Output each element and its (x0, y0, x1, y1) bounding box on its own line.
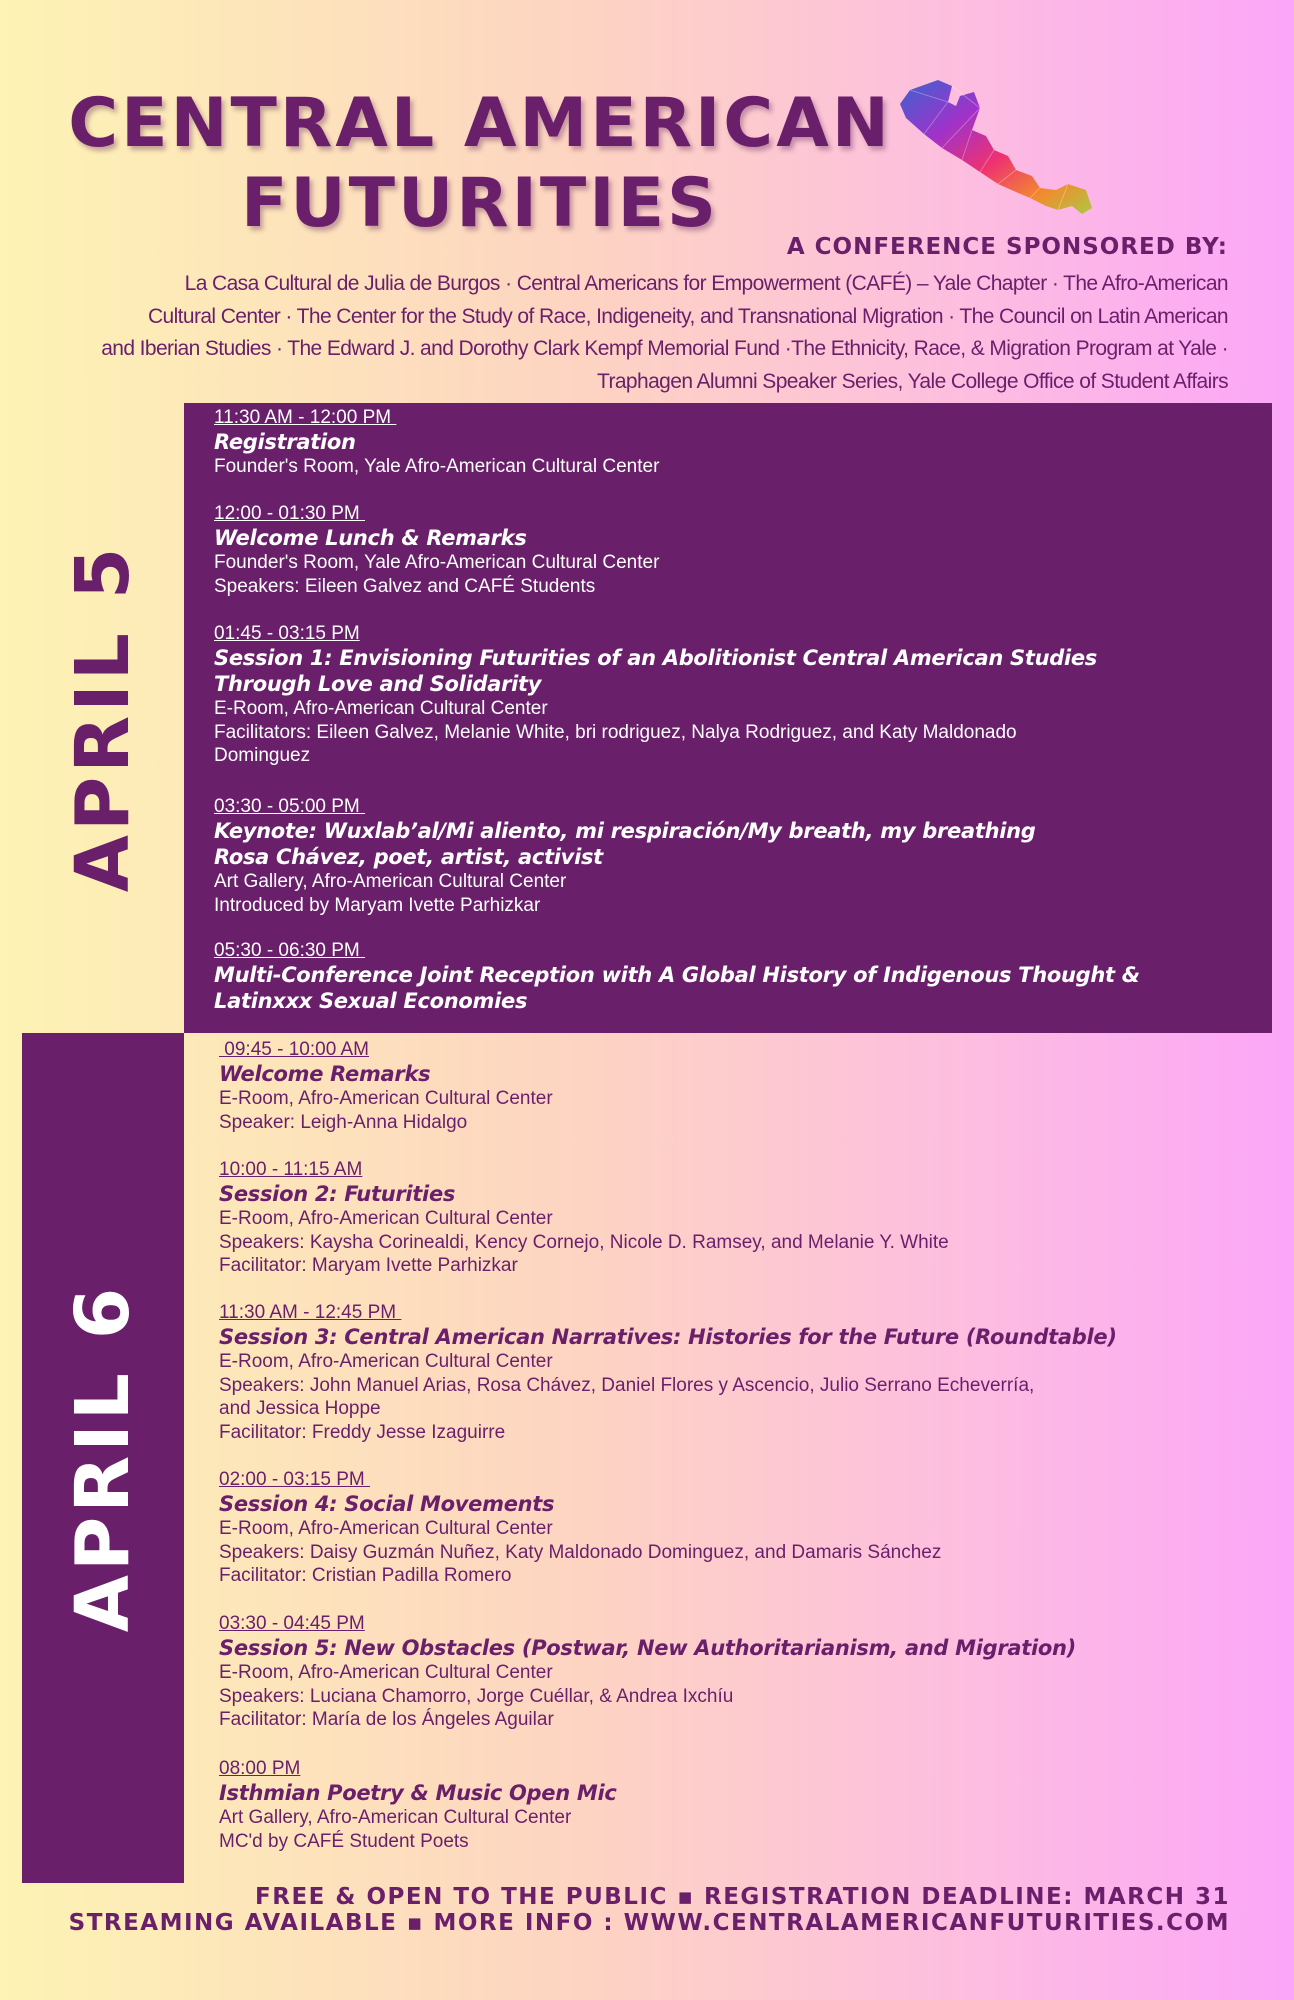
event-facilitator: Facilitator: Cristian Padilla Romero (219, 1565, 512, 1586)
event-speakers: Speakers: Daisy Guzmán Nuñez, Katy Maldonado Dominguez, and Damaris Sánchez (219, 1541, 942, 1563)
event-title: Through Love and Solidarity (214, 672, 542, 696)
day-1-schedule (184, 403, 1272, 1033)
event-facilitators: Facilitators: Eileen Galvez, Melanie White, bri rodriguez, Nalya Rodriguez, and Katy Maldonado (214, 721, 1017, 743)
footer-more-info: STREAMING AVAILABLE ▪ MORE INFO : WWW.CENTRALAMERICANFUTURITIES.COM (68, 1910, 1230, 1936)
event-speakers: Speakers: Eileen Galvez and CAFÉ Students (214, 575, 596, 597)
event-time: 09:45 - 10:00 AM (219, 1039, 369, 1060)
event-title: Session 5: New Obstacles (Postwar, New Authoritarianism, and Migration) (219, 1636, 1076, 1660)
schedule-event (214, 406, 1274, 479)
event-title: Multi-Conference Joint Reception with A Global History of Indigenous Thought & (214, 963, 1140, 987)
schedule-event (214, 622, 1274, 768)
day-2-label: APRIL 6 (60, 1283, 146, 1633)
sponsor-line: Cultural Center · The Center for the Study of Race, Indigeneity, and Transnational Migration · The Council on Latin American (147, 304, 1228, 328)
footer-registration-info: FREE & OPEN TO THE PUBLIC ▪ REGISTRATION DEADLINE: MARCH 31 (255, 1884, 1230, 1910)
event-speakers: Speakers: John Manuel Arias, Rosa Chávez, Daniel Flores y Ascencio, Julio Serrano Echeverría, (219, 1374, 1035, 1396)
event-location: Art Gallery, Afro-American Cultural Center (219, 1807, 572, 1828)
sponsor-line: La Casa Cultural de Julia de Burgos · Central Americans for Empowerment (CAFÉ) – Yale Chapter · The Afro-American (184, 272, 1228, 295)
event-speakers: Speaker: Leigh-Anna Hidalgo (219, 1111, 468, 1133)
event-time: 05:30 - 06:30 PM (214, 940, 366, 961)
event-speakers: and Jessica Hoppe (219, 1398, 381, 1419)
day-1-label: APRIL 5 (60, 543, 146, 893)
event-title: Keynote: Wuxlab’al/Mi aliento, mi respiración/My breath, my breathing (214, 819, 1036, 843)
schedule-event (219, 1038, 1279, 1134)
event-title: Session 1: Envisioning Futurities of an Abolitionist Central American Studies (214, 646, 1097, 670)
event-time: 11:30 AM - 12:00 PM (214, 407, 397, 428)
event-time: 10:00 - 11:15 AM (219, 1159, 363, 1180)
event-title: Welcome Lunch & Remarks (214, 526, 527, 550)
event-title: Latinxxx Sexual Economies (214, 989, 528, 1013)
central-america-map-icon (890, 72, 1110, 232)
event-title: Rosa Chávez, poet, artist, activist (214, 845, 603, 869)
event-location: Founder's Room, Yale Afro-American Cultural Center (214, 552, 660, 573)
sponsor-line: and Iberian Studies · The Edward J. and Dorothy Clark Kempf Memorial Fund ·The Ethnicity, Race, & Migration Program at Yale · (101, 337, 1228, 360)
event-time: 01:45 - 03:15 PM (214, 623, 360, 644)
schedule-event (219, 1301, 1279, 1444)
event-time: 12:00 - 01:30 PM (214, 503, 366, 524)
day-2-schedule (184, 1033, 1272, 1883)
event-mc: MC'd by CAFÉ Student Poets (219, 1830, 469, 1852)
event-location: Art Gallery, Afro-American Cultural Center (214, 871, 567, 892)
schedule-event (214, 502, 1274, 598)
event-time: 08:00 PM (219, 1758, 301, 1779)
event-speakers: Speakers: Kaysha Corinealdi, Kency Cornejo, Nicole D. Ramsey, and Melanie Y. White (219, 1231, 949, 1253)
title-line-2: FUTURITIES (240, 164, 720, 243)
event-facilitator: Facilitator: María de los Ángeles Aguilar (219, 1709, 554, 1730)
event-location: E-Room, Afro-American Cultural Center (219, 1518, 553, 1539)
schedule-event (219, 1468, 1279, 1588)
schedule-event (219, 1612, 1279, 1732)
schedule-event (214, 939, 1274, 1014)
day-2-sidebar (22, 1033, 184, 1883)
sponsor-line: Traphagen Alumni Speaker Series, Yale College Office of Student Affairs (597, 369, 1228, 393)
event-speakers: Speakers: Luciana Chamorro, Jorge Cuéllar, & Andrea Ixchíu (219, 1685, 734, 1707)
sponsor-heading: A CONFERENCE SPONSORED BY: (786, 234, 1228, 260)
day-1-sidebar (22, 403, 184, 1033)
event-introducer: Introduced by Maryam Ivette Parhizkar (214, 894, 541, 916)
event-title: Session 2: Futurities (219, 1182, 456, 1206)
event-time: 11:30 AM - 12:45 PM (219, 1302, 402, 1323)
schedule-event (214, 795, 1274, 917)
event-location: E-Room, Afro-American Cultural Center (219, 1351, 553, 1372)
event-facilitators: Dominguez (214, 745, 311, 766)
page-title (40, 84, 920, 244)
sponsor-list (18, 268, 1228, 398)
event-time: 03:30 - 05:00 PM (214, 796, 366, 817)
event-title: Welcome Remarks (219, 1062, 431, 1086)
event-time: 03:30 - 04:45 PM (219, 1613, 365, 1634)
event-facilitator: Facilitator: Maryam Ivette Parhizkar (219, 1255, 518, 1276)
event-title: Session 4: Social Movements (219, 1492, 555, 1516)
event-location: E-Room, Afro-American Cultural Center (219, 1088, 553, 1109)
schedule-event (219, 1158, 1279, 1278)
event-location: E-Room, Afro-American Cultural Center (219, 1662, 553, 1683)
event-time: 02:00 - 03:15 PM (219, 1469, 371, 1490)
schedule-event (219, 1757, 1279, 1853)
event-title: Session 3: Central American Narratives: Histories for the Future (Roundtable) (219, 1325, 1117, 1349)
event-title: Registration (214, 430, 356, 454)
event-location: E-Room, Afro-American Cultural Center (219, 1208, 553, 1229)
event-location: E-Room, Afro-American Cultural Center (214, 698, 548, 719)
event-location: Founder's Room, Yale Afro-American Cultural Center (214, 456, 660, 477)
title-line-1: CENTRAL AMERICAN (68, 84, 892, 163)
event-title: Isthmian Poetry & Music Open Mic (219, 1781, 617, 1805)
event-facilitator: Facilitator: Freddy Jesse Izaguirre (219, 1421, 506, 1443)
